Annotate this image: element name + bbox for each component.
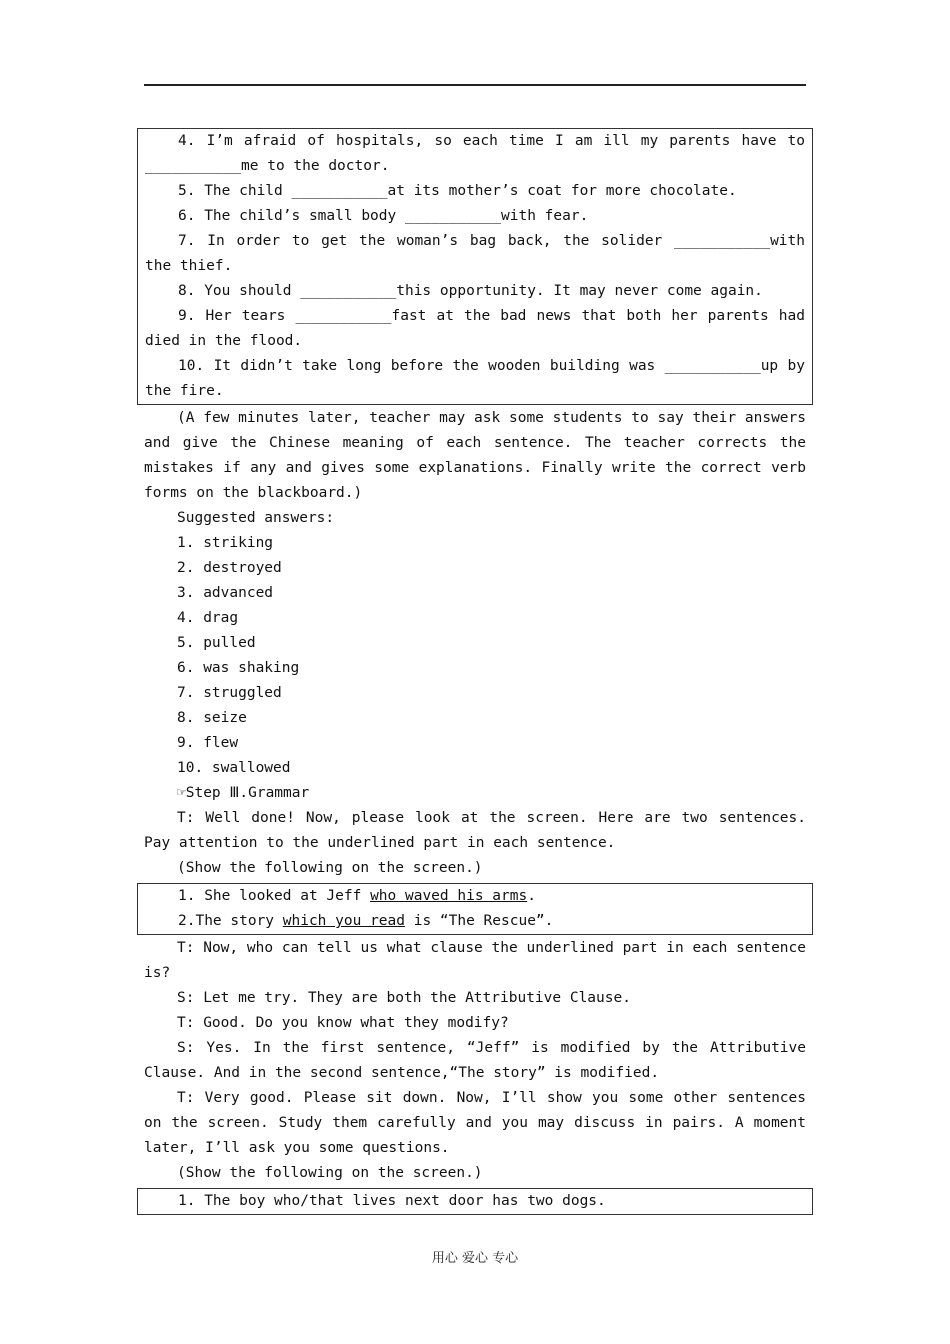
underlined-clause: which you read xyxy=(282,913,405,929)
exercise-item: 7. In order to get the woman’s bag back, the solider ___________with the thief. xyxy=(145,233,805,274)
example-box-2 xyxy=(137,1188,813,1215)
answer-item: 10. swallowed xyxy=(177,760,291,776)
exercise-item: 9. Her tears ___________fast at the bad news that both her parents had died in the flood. xyxy=(145,308,805,349)
example-box xyxy=(137,883,813,935)
page-content xyxy=(144,128,806,1215)
exercise-box xyxy=(137,128,813,405)
exercise-item: 6. The child’s small body ___________with fear. xyxy=(178,208,589,224)
exercise-item: 8. You should ___________this opportunity. It may never come again. xyxy=(178,283,763,299)
dialogue-line: T: Well done! Now, please look at the screen. Here are two sentences. Pay attention to the underlined part in each sentence. xyxy=(144,810,806,851)
instruction-paragraph: (A few minutes later, teacher may ask some students to say their answers and give the Chinese meaning of each sentence. The teacher corrects the mistakes if any and gives some explanations. Finally write the correct verb forms on the blackboard.) xyxy=(144,410,806,501)
answer-item: 8. seize xyxy=(177,710,247,726)
answer-item: 4. drag xyxy=(177,610,239,626)
page-footer: 用心 爱心 专心 xyxy=(431,1251,519,1266)
dialogue-line: T: Now, who can tell us what clause the underlined part in each sentence is? xyxy=(144,940,806,981)
answers-heading: Suggested answers: xyxy=(177,510,335,526)
answer-item: 9. flew xyxy=(177,735,239,751)
step-heading: ☞Step Ⅲ.Grammar xyxy=(177,785,310,801)
answer-item: 7. struggled xyxy=(177,685,282,701)
example-sentence: 2.The story which you read is “The Rescue”. xyxy=(178,913,554,929)
example-sentence: 1. She looked at Jeff who waved his arms. xyxy=(178,888,536,904)
header-rule xyxy=(144,84,806,86)
dialogue-line: T: Good. Do you know what they modify? xyxy=(177,1015,509,1031)
dialogue-line: T: Very good. Please sit down. Now, I’ll show you some other sentences on the screen. Study them carefully and you may discuss in pairs. A moment later, I’ll ask you some questions. xyxy=(144,1090,806,1156)
example-sentence: 1. The boy who/that lives next door has two dogs. xyxy=(178,1193,606,1209)
answer-item: 3. advanced xyxy=(177,585,274,601)
exercise-item: 4. I’m afraid of hospitals, so each time I am ill my parents have to ___________me to the doctor. xyxy=(145,133,805,174)
dialogue-line: (Show the following on the screen.) xyxy=(177,1165,483,1181)
dialogue-line: S: Yes. In the first sentence, “Jeff” is modified by the Attributive Clause. And in the second sentence,“The story” is modified. xyxy=(144,1040,806,1081)
answer-item: 1. striking xyxy=(177,535,274,551)
answer-item: 5. pulled xyxy=(177,635,256,651)
dialogue-line: S: Let me try. They are both the Attributive Clause. xyxy=(177,990,631,1006)
exercise-item: 10. It didn’t take long before the wooden building was ___________up by the fire. xyxy=(145,358,805,399)
exercise-item: 5. The child ___________at its mother’s coat for more chocolate. xyxy=(178,183,737,199)
underlined-clause: who waved his arms xyxy=(370,888,528,904)
dialogue-line: (Show the following on the screen.) xyxy=(177,860,483,876)
answer-item: 2. destroyed xyxy=(177,560,282,576)
answer-item: 6. was shaking xyxy=(177,660,300,676)
